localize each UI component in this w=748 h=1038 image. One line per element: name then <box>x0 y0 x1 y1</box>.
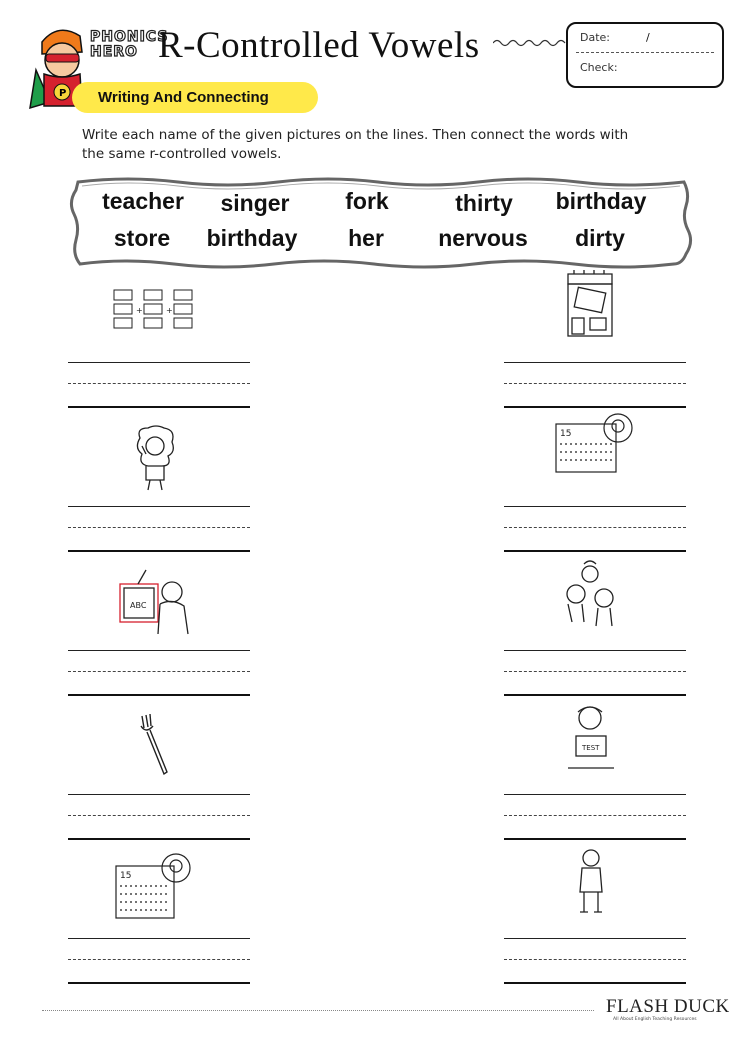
word-bank-word: thirty <box>455 190 513 216</box>
word-bank-word: store <box>113 225 171 251</box>
date-label: Date: <box>580 31 610 44</box>
date-slash: / <box>646 31 650 44</box>
date-divider <box>576 52 714 53</box>
writing-lines[interactable] <box>504 650 686 698</box>
writing-lines[interactable] <box>68 794 250 842</box>
teacher-icon <box>112 568 192 636</box>
logo-line-1: PHONICS <box>90 29 169 45</box>
calendar-date-number: 15 <box>120 871 132 881</box>
word-bank-word: teacher <box>102 188 184 214</box>
logo-line-2: HERO <box>90 44 138 60</box>
svg-text:TEST: TEST <box>582 744 600 752</box>
word-bank-word: birthday <box>555 188 647 214</box>
writing-lines[interactable] <box>68 650 250 698</box>
store-icon <box>562 270 618 340</box>
thirty-tally-icon <box>110 286 196 334</box>
girls-icon <box>562 560 620 628</box>
writing-lines[interactable] <box>68 506 250 554</box>
page-title: R-Controlled Vowels <box>158 25 480 66</box>
brand-tagline: All About English Teaching Resources <box>613 1017 697 1022</box>
boy-icon <box>574 846 608 916</box>
writing-lines[interactable] <box>504 362 686 410</box>
word-bank-word: nervous <box>438 225 528 251</box>
footer-divider <box>42 1010 594 1011</box>
word-bank-word: fork <box>345 188 389 214</box>
writing-lines[interactable] <box>504 506 686 554</box>
date-check-box <box>566 22 724 88</box>
flash-duck-logo: FLASH DUCK <box>606 996 730 1017</box>
instructions-text: Write each name of the given pictures on the lines. Then connect the words with the same r-controlled vowels. <box>82 127 629 162</box>
check-label: Check: <box>580 61 618 74</box>
phonics-hero-logo <box>90 30 168 60</box>
fork-icon <box>136 712 172 778</box>
svg-text:+: + <box>166 306 173 315</box>
svg-text:ABC: ABC <box>130 601 147 610</box>
writing-lines[interactable] <box>68 938 250 986</box>
calendar-date-number: 15 <box>560 429 572 439</box>
section-subtitle: Writing And Connecting <box>98 89 269 106</box>
word-bank-word: birthday <box>206 225 298 251</box>
birthday-calendar-icon <box>548 410 638 478</box>
squiggle-decoration <box>493 36 567 50</box>
word-bank-word: dirty <box>575 225 625 251</box>
birthday-calendar-icon <box>110 852 194 922</box>
writing-lines[interactable] <box>504 794 686 842</box>
word-bank-word: her <box>348 225 384 251</box>
nervous-boy-icon <box>562 702 620 772</box>
singer-icon <box>132 424 178 492</box>
writing-lines[interactable] <box>68 362 250 410</box>
writing-lines[interactable] <box>504 938 686 986</box>
word-bank-word: singer <box>220 190 290 216</box>
svg-text:P: P <box>59 88 67 99</box>
svg-text:+: + <box>136 306 143 315</box>
